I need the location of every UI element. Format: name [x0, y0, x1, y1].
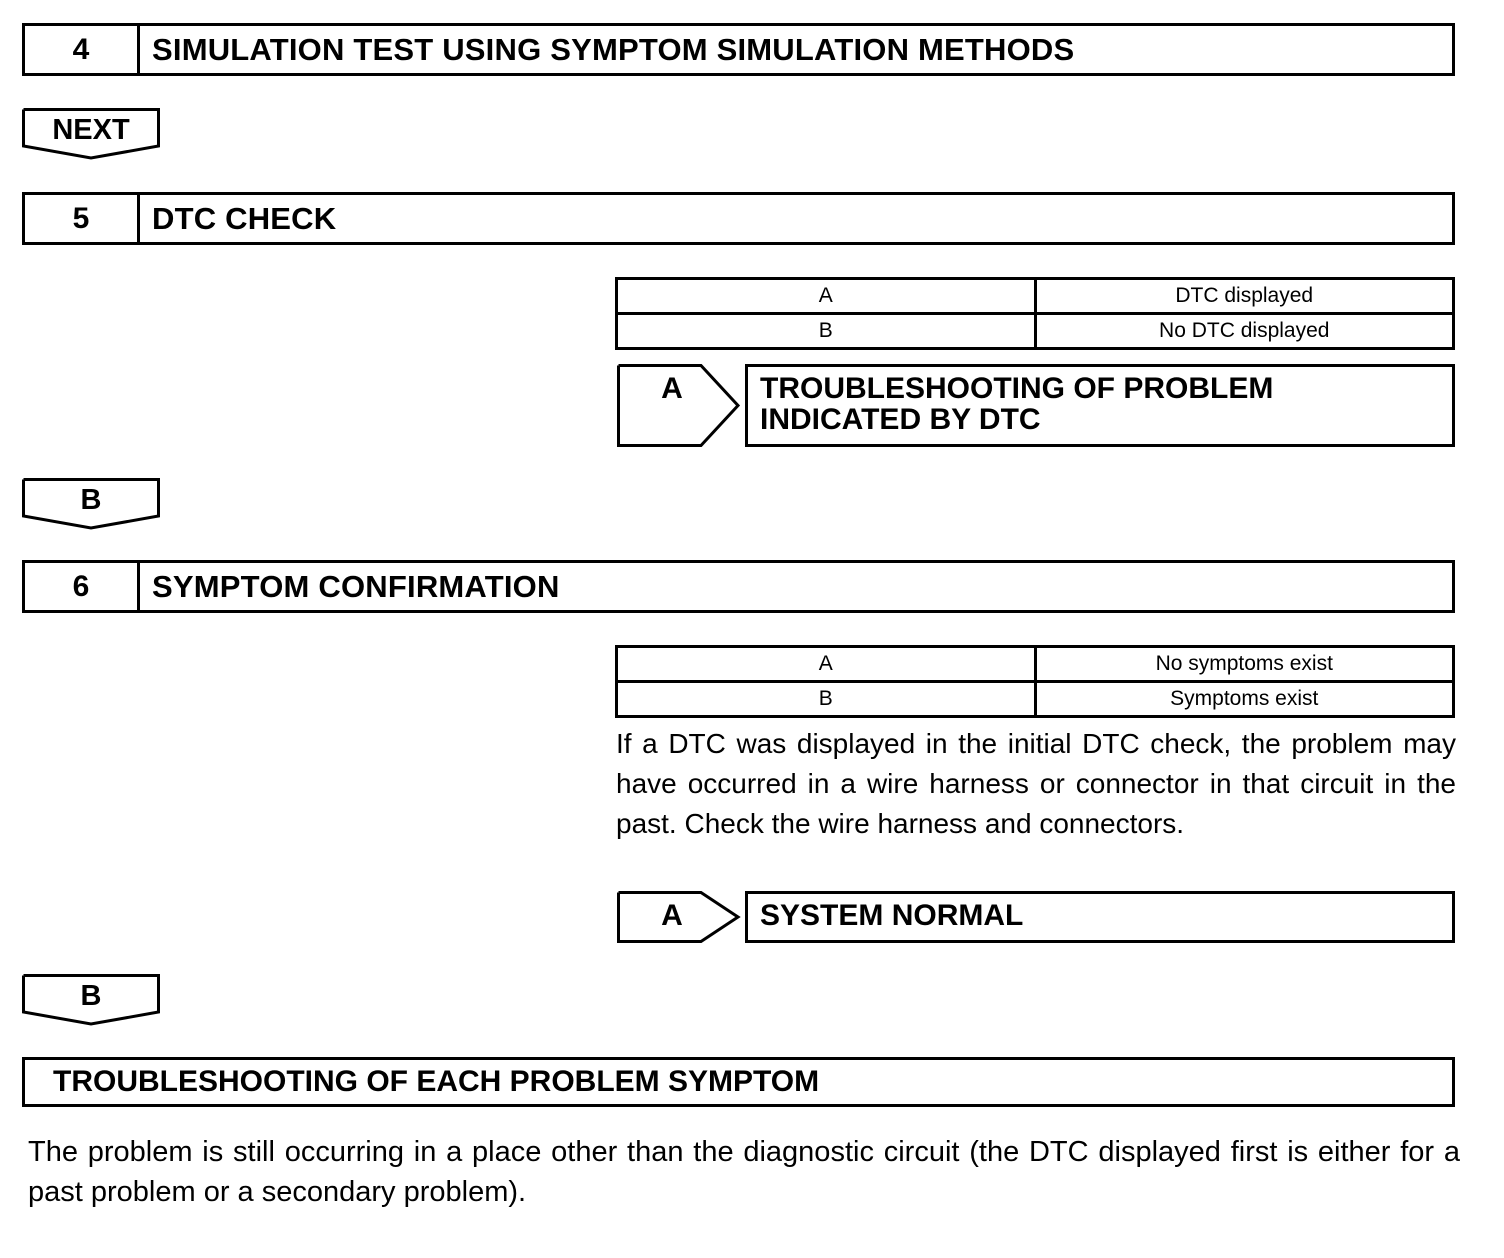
step-title: SIMULATION TEST USING SYMPTOM SIMULATION METHODS: [152, 31, 1075, 67]
final-troubleshooting-box: [22, 1057, 1455, 1107]
table-row: [617, 279, 1454, 314]
result-line-1: TROUBLESHOOTING OF PROBLEM: [760, 372, 1274, 405]
step-4-header: [22, 23, 1455, 76]
final-description: The problem is still occurring in a place other than the diagnostic circuit (the DTC displayed first is either for a past problem or a secondary problem).: [28, 1136, 1460, 1208]
symptom-result-table: [615, 645, 1455, 718]
next-label: NEXT: [52, 114, 130, 146]
b-label: B: [80, 980, 102, 1012]
arrow-label: A: [661, 899, 683, 932]
b-flow-arrow: [22, 974, 160, 1026]
b-flow-arrow: [22, 478, 160, 530]
result-desc: Symptoms exist: [1035, 682, 1454, 717]
dtc-result-box: [745, 364, 1455, 447]
step-number: 6: [25, 563, 140, 610]
dtc-result-table: [615, 277, 1455, 350]
final-title: TROUBLESHOOTING OF EACH PROBLEM SYMPTOM: [53, 1065, 820, 1098]
next-flow-arrow: [22, 108, 160, 160]
dtc-result-a-arrow: [617, 364, 741, 447]
result-code: A: [617, 647, 1036, 682]
table-row: [617, 682, 1454, 717]
step-6-header: [22, 560, 1455, 613]
result-code: B: [617, 314, 1036, 349]
symptom-result-box: [745, 891, 1455, 943]
result-text: SYSTEM NORMAL: [760, 899, 1024, 932]
result-desc: No DTC displayed: [1035, 314, 1454, 349]
table-row: [617, 314, 1454, 349]
arrow-label: A: [661, 372, 683, 405]
step-5-header: [22, 192, 1455, 245]
result-code: B: [617, 682, 1036, 717]
step-number: 5: [25, 195, 140, 242]
result-line-2: INDICATED BY DTC: [760, 403, 1041, 436]
table-row: [617, 647, 1454, 682]
symptom-note: If a DTC was displayed in the initial DTC check, the problem may have occurred in a wire harness or connector in that circuit in the past. Check the wire harness and connectors.: [616, 728, 1456, 839]
step-title: DTC CHECK: [152, 200, 337, 236]
step-number: 4: [25, 26, 140, 73]
b-label: B: [80, 484, 102, 516]
symptom-result-a-arrow: [617, 891, 741, 943]
result-desc: DTC displayed: [1035, 279, 1454, 314]
step-title: SYMPTOM CONFIRMATION: [152, 568, 560, 604]
result-code: A: [617, 279, 1036, 314]
result-desc: No symptoms exist: [1035, 647, 1454, 682]
